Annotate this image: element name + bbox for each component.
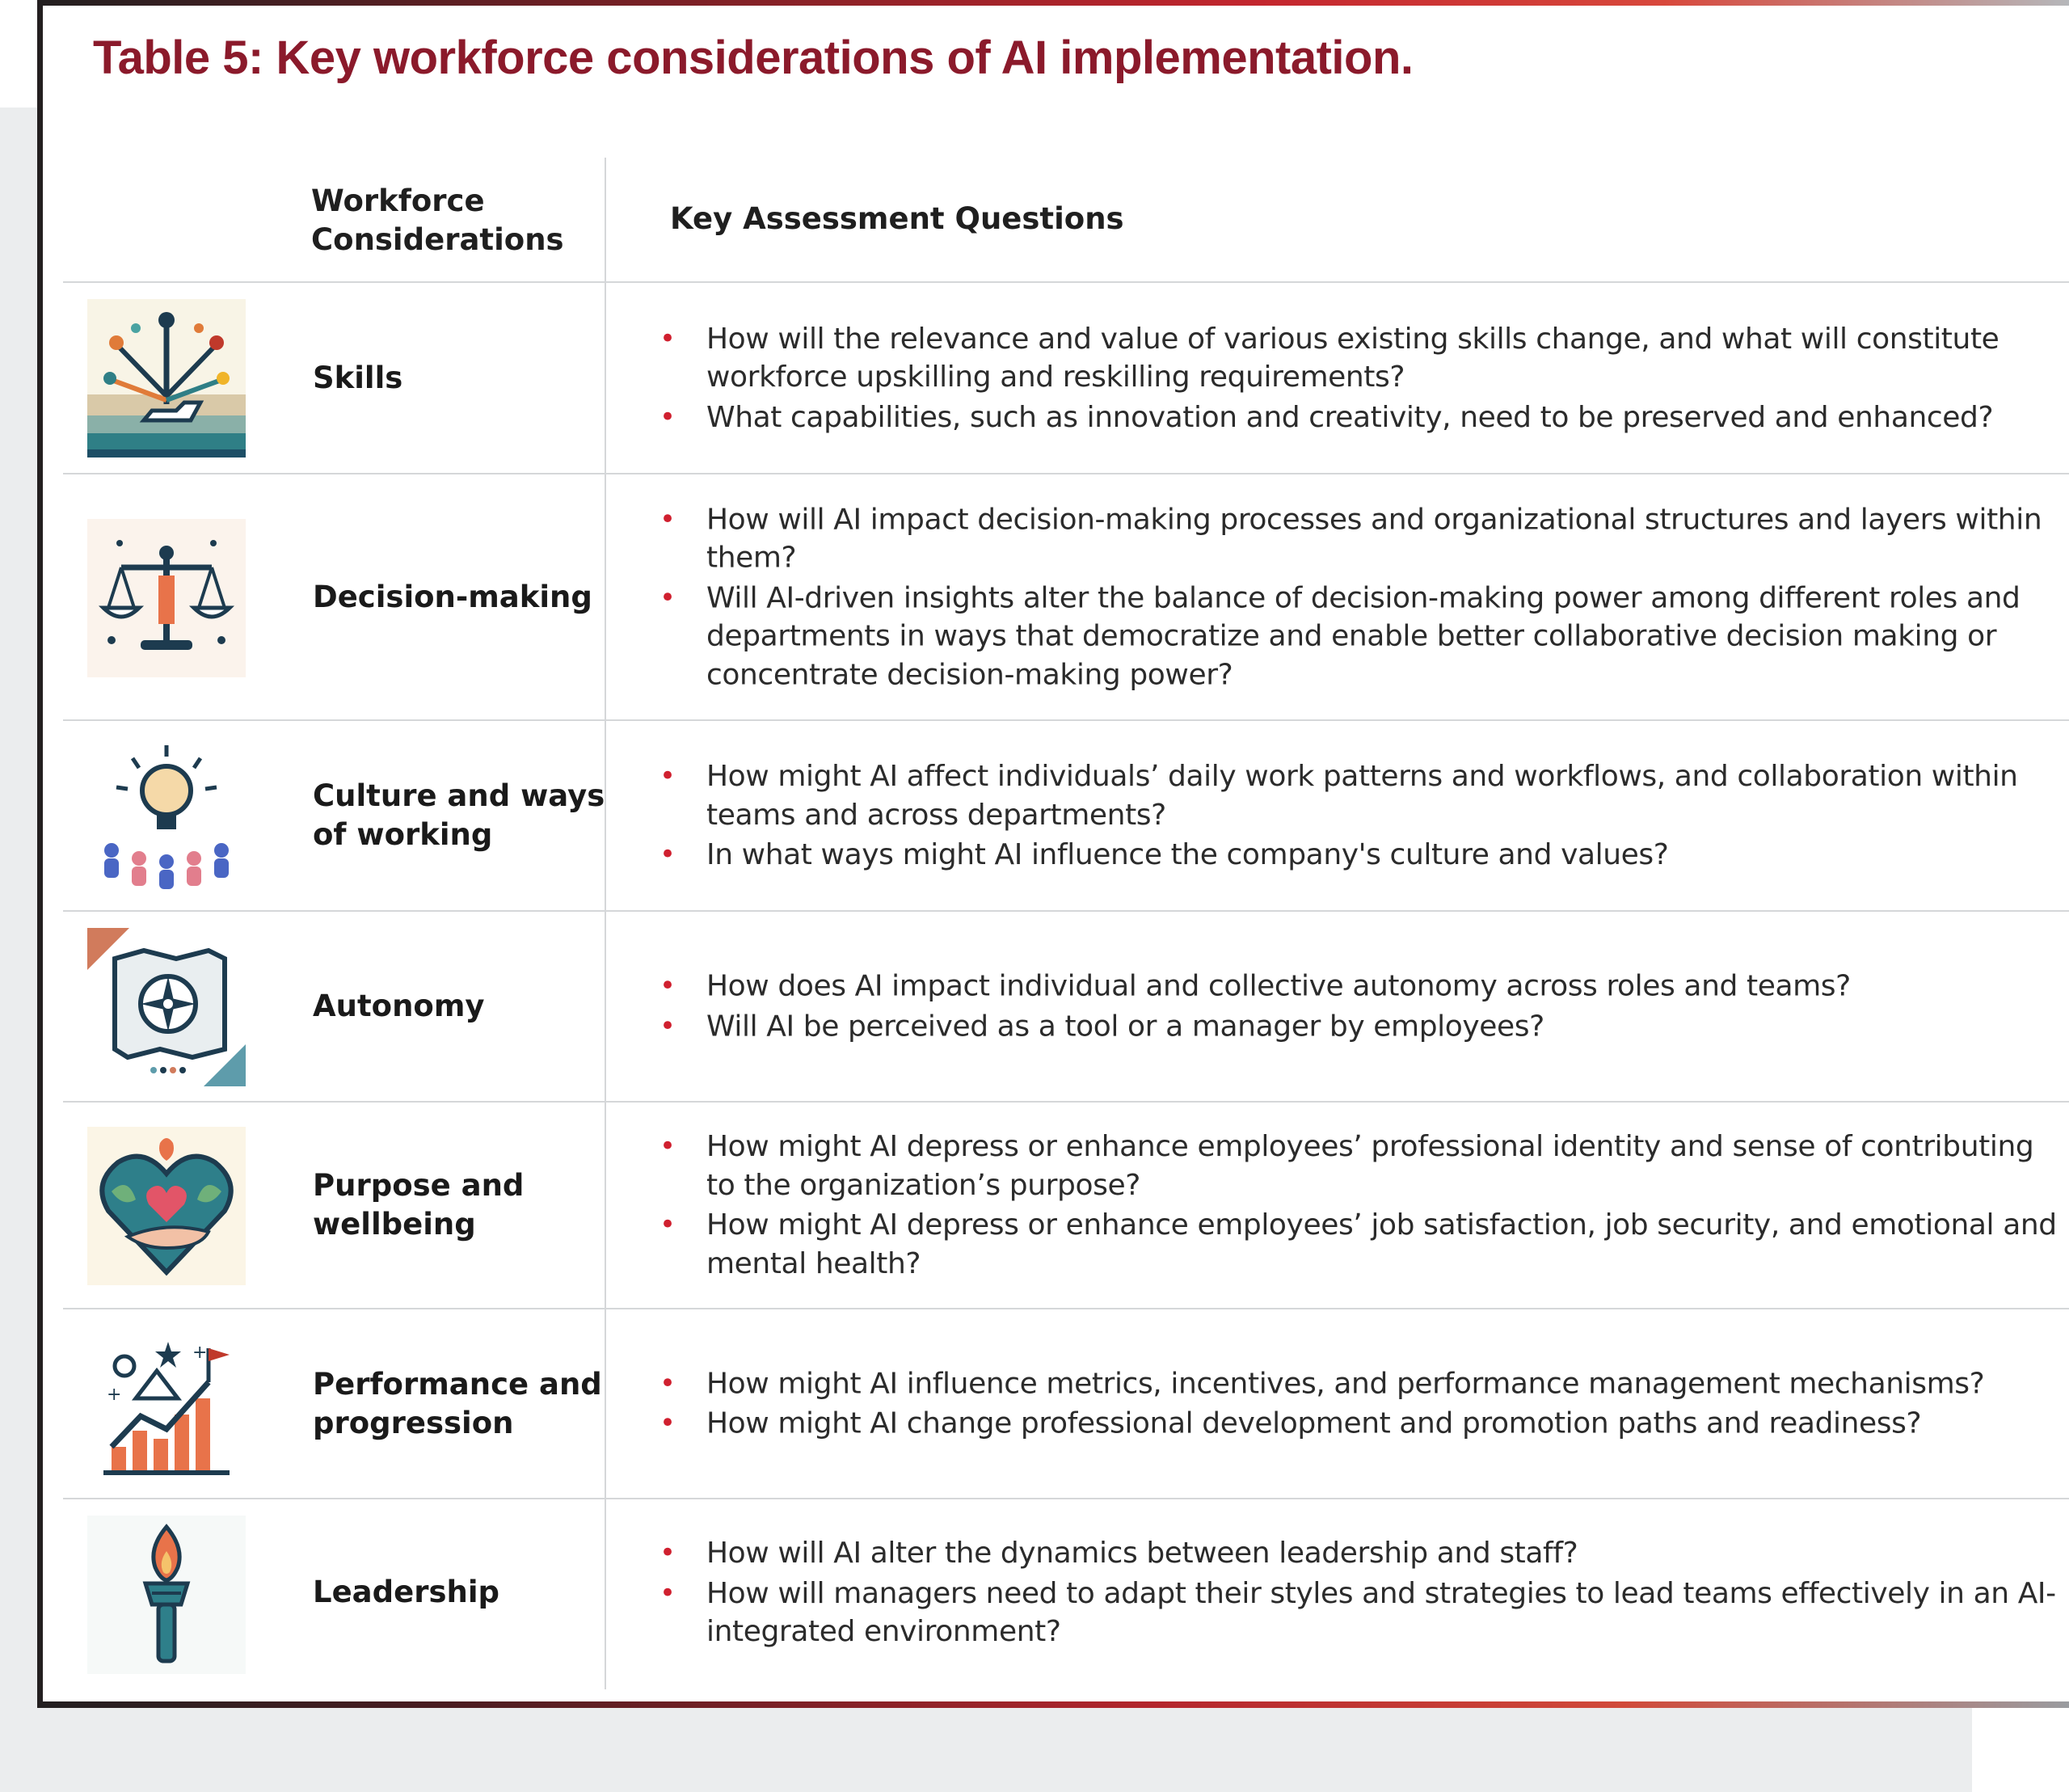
question-item: • How will AI alter the dynamics between leadership and staff?	[654, 1534, 2058, 1573]
question-item: • How will AI impact decision-making processes and organizational structures and layers within them?	[654, 500, 2058, 577]
background-strip-bottom	[37, 1708, 1972, 1792]
bullet-icon: •	[659, 322, 676, 355]
torch-icon	[87, 1516, 246, 1674]
question-list	[654, 1363, 2058, 1444]
row-label: Autonomy	[313, 989, 485, 1023]
table-panel	[37, 0, 2069, 1708]
table-row	[63, 283, 2069, 474]
row-label: Leadership	[313, 1575, 499, 1609]
row-label: Purpose and wellbeing	[313, 1168, 525, 1242]
bullet-icon: •	[659, 1536, 676, 1569]
growth-chart-icon	[87, 1326, 246, 1484]
table-row	[63, 1103, 2069, 1309]
top-gradient-rule	[43, 0, 2069, 6]
background-strip-left	[0, 108, 37, 1792]
table-header-row	[63, 158, 2069, 283]
question-list	[654, 1126, 2058, 1284]
bottom-gradient-rule	[43, 1701, 2069, 1708]
table-row	[63, 1309, 2069, 1499]
question-list	[654, 318, 2058, 438]
bullet-icon: •	[659, 400, 676, 433]
question-list	[654, 756, 2058, 876]
bullet-icon: •	[659, 1576, 676, 1609]
question-item: • In what ways might AI influence the company's culture and values?	[654, 836, 2058, 875]
row-label: Performance and progression	[313, 1366, 602, 1440]
bullet-icon: •	[659, 1010, 676, 1042]
question-item: • How might AI influence metrics, incentives, and performance management mechanisms?	[654, 1364, 2058, 1403]
bullet-icon: •	[659, 1367, 676, 1399]
table-row	[63, 474, 2069, 721]
table-title: Table 5: Key workforce considerations of AI implementation.	[93, 32, 1414, 84]
skills-tools-icon	[87, 299, 246, 457]
compass-map-icon	[87, 928, 246, 1086]
svg-text:+: +	[107, 1385, 122, 1405]
table-row	[63, 1499, 2069, 1685]
question-item: • How might AI depress or enhance employees’ professional identity and sense of contributing to the organization’s purpose?	[654, 1128, 2058, 1204]
bullet-icon: •	[659, 1130, 676, 1162]
row-label: Culture and ways of working	[313, 778, 605, 852]
question-item: • Will AI-driven insights alter the balance of decision-making power among different roles and departments in ways that democratize and enable better collaborative decision making or concentrate decision-making power?	[654, 579, 2058, 694]
question-item: • How will managers need to adapt their styles and strategies to lead teams effectively in an AI-integrated environment?	[654, 1574, 2058, 1651]
bullet-icon: •	[659, 1208, 676, 1241]
question-list	[654, 1533, 2058, 1653]
question-item: • Will AI be perceived as a tool or a manager by employees?	[654, 1007, 2058, 1046]
question-item: • How might AI affect individuals’ daily work patterns and workflows, and collaboration within teams and across departments?	[654, 757, 2058, 834]
bullet-icon: •	[659, 759, 676, 792]
question-item: • How does AI impact individual and collective autonomy across roles and teams?	[654, 968, 2058, 1006]
row-label: Skills	[313, 360, 403, 395]
bullet-icon: •	[659, 580, 676, 613]
header-questions: Key Assessment Questions	[670, 201, 1124, 236]
table-row	[63, 721, 2069, 912]
svg-text:+: +	[192, 1343, 208, 1363]
header-considerations: Workforce Considerations	[311, 183, 564, 257]
bullet-icon: •	[659, 969, 676, 1002]
bullet-icon: •	[659, 1406, 676, 1440]
question-item: • What capabilities, such as innovation and creativity, need to be preserved and enhanced?	[654, 398, 2058, 436]
row-label: Decision-making	[313, 579, 592, 614]
bullet-icon: •	[659, 837, 676, 871]
question-list	[654, 499, 2058, 696]
question-item: • How might AI depress or enhance employees’ job satisfaction, job security, and emotional and mental health?	[654, 1206, 2058, 1283]
bullet-icon: •	[659, 502, 676, 535]
question-list	[654, 966, 2058, 1048]
lightbulb-people-icon	[87, 737, 246, 896]
heart-hand-icon	[87, 1127, 246, 1285]
table-row	[63, 912, 2069, 1103]
considerations-table	[63, 158, 2069, 1685]
scales-icon	[87, 519, 246, 677]
question-item: • How might AI change professional development and promotion paths and readiness?	[654, 1405, 2058, 1444]
question-item: • How will the relevance and value of various existing skills change, and what will constitute workforce upskilling and reskilling requirements?	[654, 319, 2058, 396]
